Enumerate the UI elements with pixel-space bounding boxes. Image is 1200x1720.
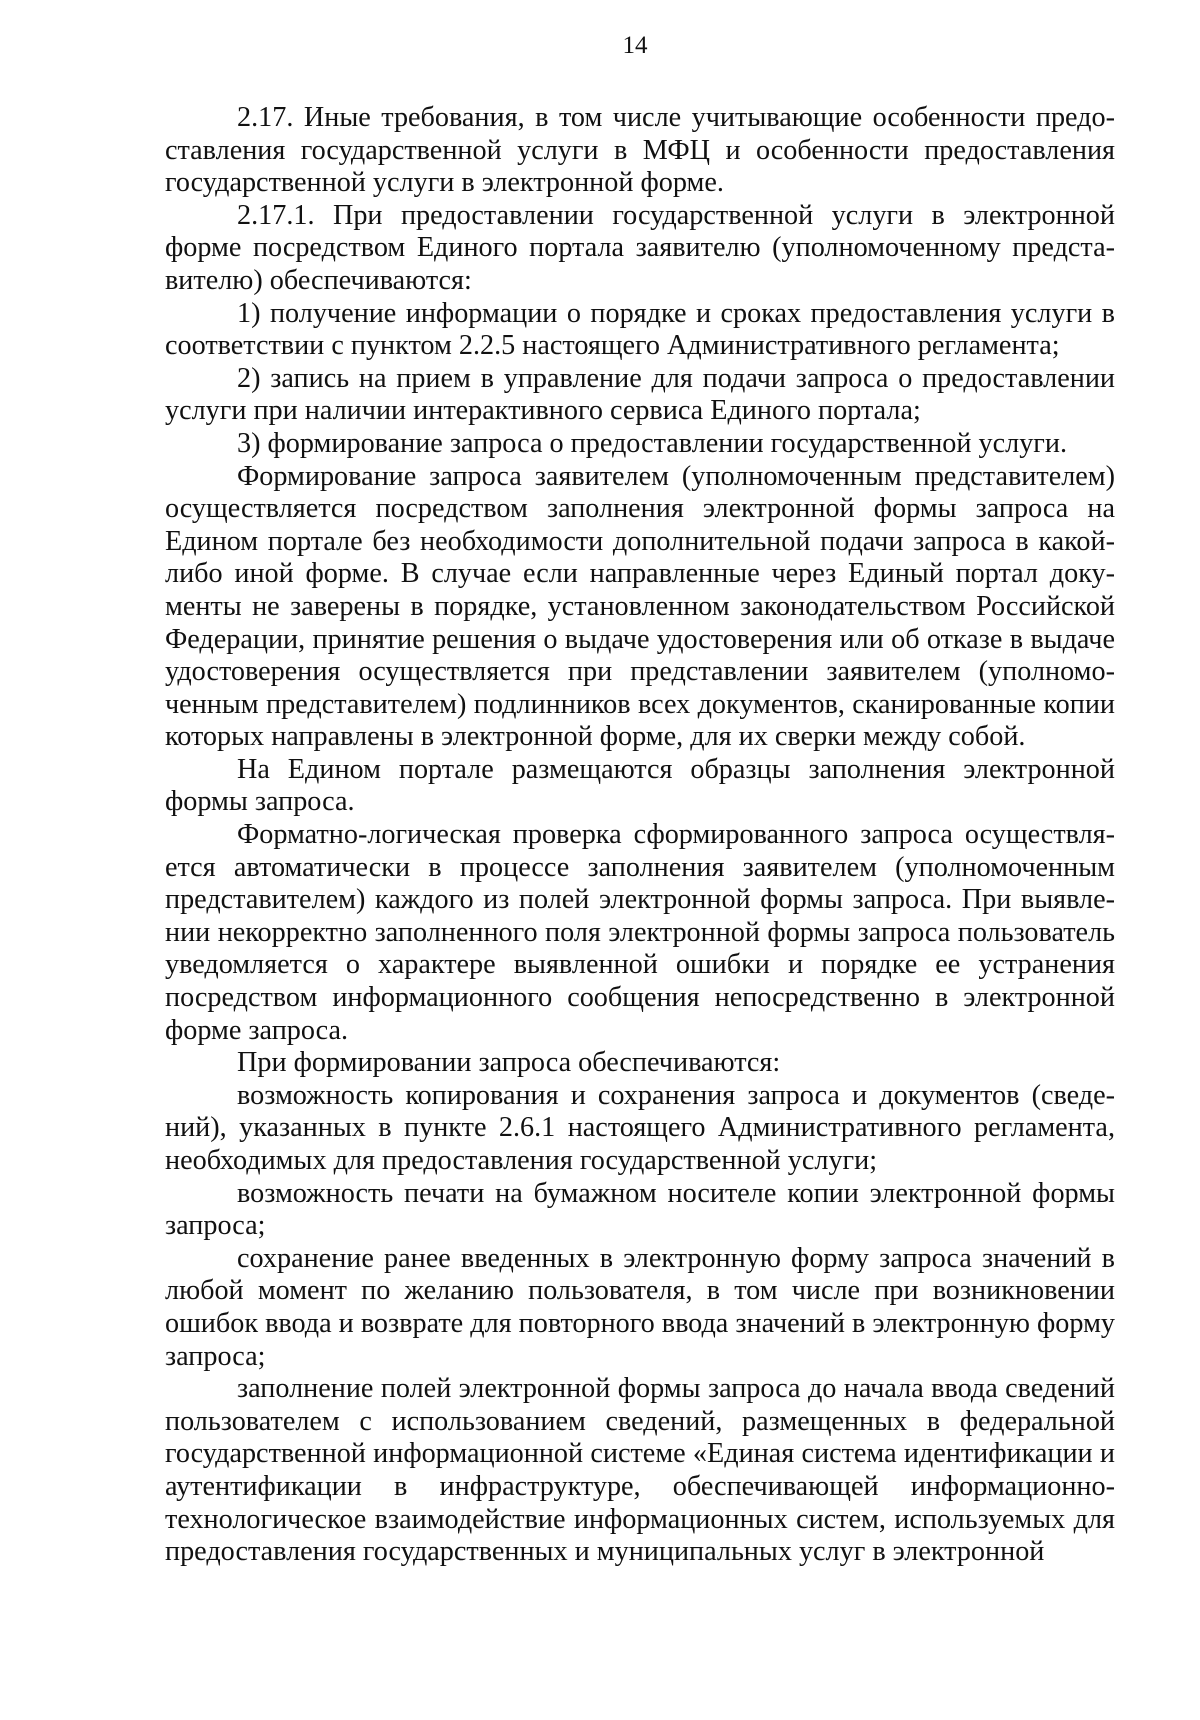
paragraph-request-formation: Формирование запроса заявителем (уполномоченным представителем) осуществляется посредством заполнения электронной формы запроса на Едином портале без необходимости дополнительной подачи запроса в какой-либо иной форме. В случае если направленные через Единый портал документы не заверены в порядке, установленном законодательством Российской Федерации, принятие решения о выдаче удостоверения или об отказе в выдаче удостоверения осуществляется при представлении заявителем (уполномоченным представителем) подлинников всех документов, сканированные копии которых направлены в электронной форме, для их сверки между собой. <box>165 460 1115 753</box>
list-item-2: 2) запись на прием в управление для подачи запроса о предоставлении услуги при наличии интерактивного сервиса Единого портала; <box>165 362 1115 427</box>
paragraph-format-check: Форматно-логическая проверка сформированного запроса осуществляется автоматически в процессе заполнения заявителем (уполномоченным представителем) каждого из полей электронной формы запроса. При выявлении некорректно заполненного поля электронной формы запроса пользователь уведомляется о характере выявленной ошибки и порядке ее устранения посредством информационного сообщения непосредственно в электронной форме запроса. <box>165 819 1115 1046</box>
document-body <box>165 102 1115 1569</box>
section-heading-2-17: 2.17. Иные требования, в том числе учитывающие особенности предоставления государственной услуги в МФЦ и особенности предоставления государственной услуги в электронной форме. <box>165 102 1115 199</box>
paragraph-form-samples: На Едином портале размещаются образцы заполнения электронной формы запроса. <box>165 753 1115 818</box>
paragraph-prefill-fields: заполнение полей электронной формы запроса до начала ввода сведений пользователем с использованием сведений, размещенных в федеральной государственной информационной системе «Единая система идентификации и аутентификации в инфраструктуре, обеспечивающей информационно-технологическое взаимодействие информационных систем, используемых для предоставления государственных и муниципальных услуг в электронной <box>165 1373 1115 1568</box>
list-item-1: 1) получение информации о порядке и сроках предоставления услуги в соответствии с пунктом 2.2.5 настоящего Административного регламента; <box>165 297 1115 362</box>
paragraph-save-values: сохранение ранее введенных в электронную форму запроса значений в любой момент по желанию пользователя, в том числе при возникновении ошибок ввода и возврате для повторного ввода значений в электронную форму запроса; <box>165 1242 1115 1372</box>
paragraph-print: возможность печати на бумажном носителе копии электронной формы запроса; <box>165 1177 1115 1242</box>
list-item-3: 3) формирование запроса о предоставлении государственной услуги. <box>237 427 1067 459</box>
paragraph-2-17-1: 2.17.1. При предоставлении государственной услуги в электронной форме посредством Единого портала заявителю (уполномоченному представителю) обеспечиваются: <box>165 199 1115 296</box>
paragraph-provided-when-forming: При формировании запроса обеспечиваются: <box>237 1047 781 1079</box>
page-number: 14 <box>622 32 648 59</box>
paragraph-copy-save: возможность копирования и сохранения запроса и документов (сведений), указанных в пункте 2.6.1 настоящего Административного регламента, необходимых для предоставления государственной услуги; <box>165 1079 1115 1176</box>
